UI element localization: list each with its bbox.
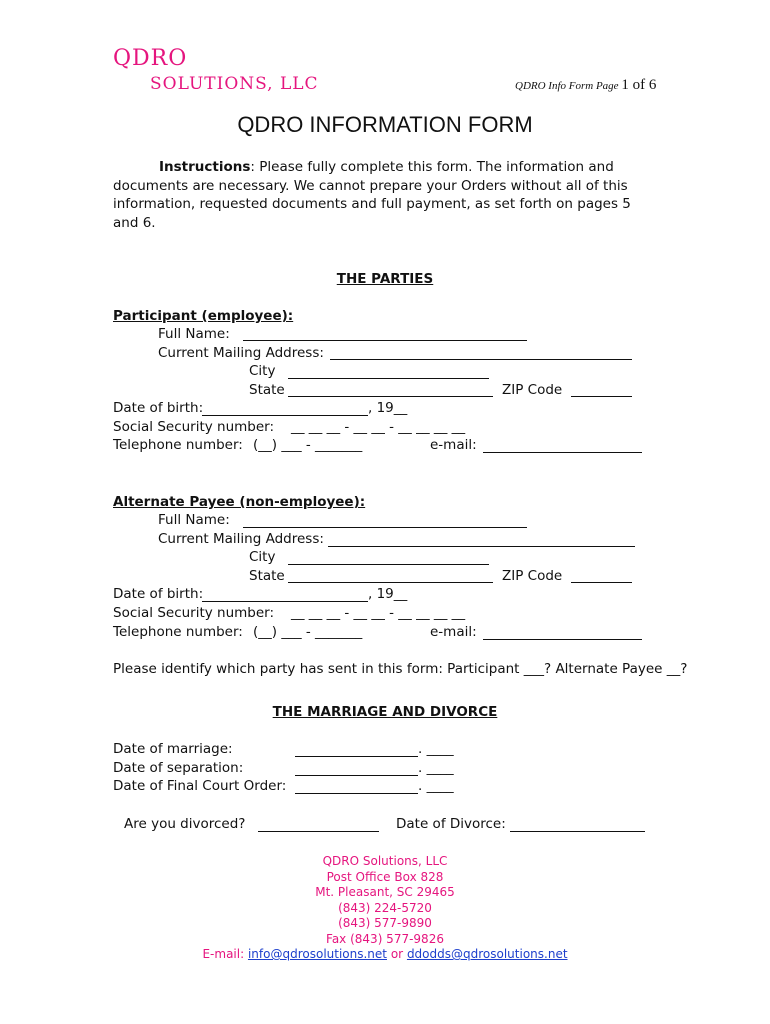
alternate-zip-field[interactable]	[571, 582, 632, 583]
footer-phone-2: (843) 577-9890	[338, 916, 432, 930]
participant-dob-label: Date of birth:	[113, 400, 204, 416]
participant-ssn-field[interactable]: __ __ __ - __ __ - __ __ __ __	[291, 419, 466, 435]
alternate-ssn-field[interactable]: __ __ __ - __ __ - __ __ __ __	[291, 605, 466, 621]
participant-city-field[interactable]	[288, 378, 489, 379]
instructions	[113, 158, 653, 232]
alternate-mailing-field[interactable]	[328, 546, 635, 547]
page-title: QDRO INFORMATION FORM	[237, 112, 533, 137]
date-final-order-year[interactable]: . ____	[418, 778, 454, 794]
instructions-text: : Please fully complete this form. The information and documents are necessary. We cannot prepare your Orders without all of this information, requested documents and full payment, as set forth on pages 5 and 6.	[113, 159, 631, 231]
participant-mailing-label: Current Mailing Address:	[158, 345, 324, 361]
divorced-field[interactable]	[258, 831, 379, 832]
page-number: 1 of 6	[621, 77, 657, 93]
footer-company: QDRO Solutions, LLC	[322, 854, 448, 868]
alternate-full-name-field[interactable]	[243, 527, 527, 528]
participant-dob-field[interactable]	[202, 415, 368, 416]
footer-email-line	[0, 947, 770, 963]
logo-line-2: SOLUTIONS, LLC	[150, 74, 319, 94]
footer-city: Mt. Pleasant, SC 29465	[315, 885, 455, 899]
page-label: QDRO Info Form Page	[515, 80, 619, 92]
date-final-order-field[interactable]	[295, 793, 418, 794]
footer-email-label: E-mail:	[202, 947, 245, 961]
alternate-dob-suffix: , 19__	[368, 586, 408, 602]
alternate-full-name-label: Full Name:	[158, 512, 230, 528]
participant-ssn-label: Social Security number:	[113, 419, 275, 435]
alternate-state-label: State	[249, 568, 285, 584]
date-of-separation-year[interactable]: . ____	[418, 760, 454, 776]
date-of-marriage-year[interactable]: . ____	[418, 741, 454, 757]
date-of-separation-field[interactable]	[295, 775, 418, 776]
alternate-email-label: e-mail:	[430, 624, 477, 640]
parties-heading: THE PARTIES	[336, 271, 434, 287]
alternate-zip-label: ZIP Code	[502, 568, 563, 584]
date-of-separation-label: Date of separation:	[113, 760, 244, 776]
alternate-phone-field[interactable]: (__) ___ - _______	[253, 624, 363, 640]
participant-state-field[interactable]	[288, 396, 493, 397]
date-of-marriage-field[interactable]	[295, 756, 418, 757]
logo-line-1: QDRO	[113, 46, 188, 71]
participant-zip-field[interactable]	[571, 396, 632, 397]
alternate-dob-field[interactable]	[202, 601, 368, 602]
participant-zip-label: ZIP Code	[502, 382, 563, 398]
date-of-divorce-field[interactable]	[510, 831, 645, 832]
footer-fax: Fax (843) 577-9826	[326, 931, 444, 946]
instructions-label: Instructions	[159, 159, 251, 175]
participant-email-field[interactable]	[483, 452, 642, 453]
identify-sender-question: Please identify which party has sent in this form: Participant ___? Alternate Payee __?	[113, 661, 688, 677]
marriage-heading: THE MARRIAGE AND DIVORCE	[272, 704, 498, 720]
alternate-phone-label: Telephone number:	[113, 624, 243, 640]
alternate-heading: Alternate Payee (non-employee):	[113, 494, 366, 510]
date-final-order-label: Date of Final Court Order:	[113, 778, 287, 794]
date-of-marriage-label: Date of marriage:	[113, 741, 233, 757]
alternate-city-label: City	[249, 549, 276, 565]
alternate-state-field[interactable]	[288, 582, 493, 583]
participant-mailing-field[interactable]	[330, 359, 632, 360]
footer-po-box: Post Office Box 828	[326, 869, 444, 884]
participant-full-name-label: Full Name:	[158, 326, 230, 342]
participant-email-label: e-mail:	[430, 437, 477, 453]
page-indicator	[515, 77, 656, 94]
participant-state-label: State	[249, 382, 285, 398]
participant-full-name-field[interactable]	[243, 340, 527, 341]
participant-city-label: City	[249, 363, 276, 379]
participant-heading: Participant (employee):	[113, 308, 294, 324]
date-of-divorce-label: Date of Divorce:	[396, 816, 506, 832]
divorced-question-label: Are you divorced?	[124, 816, 246, 832]
email-link-info[interactable]: info@qdrosolutions.net	[247, 947, 387, 961]
alternate-email-field[interactable]	[483, 639, 642, 640]
alternate-ssn-label: Social Security number:	[113, 605, 275, 621]
email-link-ddodds[interactable]: ddodds@qdrosolutions.net	[406, 947, 568, 961]
participant-phone-label: Telephone number:	[113, 437, 243, 453]
footer-phone-1: (843) 224-5720	[338, 900, 432, 915]
alternate-mailing-label: Current Mailing Address:	[158, 531, 324, 547]
alternate-dob-label: Date of birth:	[113, 586, 204, 602]
alternate-city-field[interactable]	[288, 564, 489, 565]
participant-dob-suffix: , 19__	[368, 400, 408, 416]
participant-phone-field[interactable]: (__) ___ - _______	[253, 437, 363, 453]
footer-or: or	[390, 947, 404, 961]
